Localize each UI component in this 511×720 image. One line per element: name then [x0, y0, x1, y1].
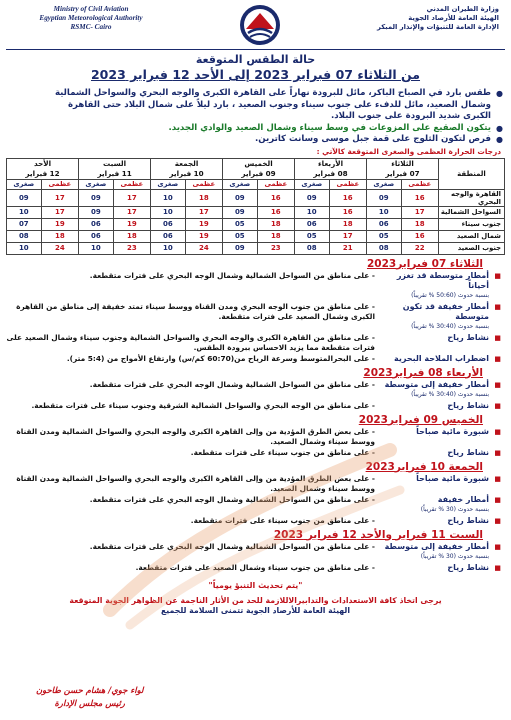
min-temp-cell: 06 [295, 218, 330, 230]
header-en-line1: Ministry of Civil Aviation [53, 5, 129, 13]
phenomenon-label-text: شبورة مائية صباحاً [416, 473, 489, 483]
phenomenon-description: - على مناطق من السواحل الشمالية وشمال الوجه البحري على فترات متقطعة. [6, 380, 377, 400]
header-en [16, 5, 166, 32]
min-temp-cell: 09 [7, 189, 42, 206]
max-temp-cell: 16 [329, 189, 366, 206]
day-header: الأحد 12 فبراير [7, 158, 79, 179]
max-temp-cell: 17 [329, 230, 366, 242]
phenomenon-row [6, 563, 505, 573]
region-header: المنطقة [439, 158, 505, 189]
min-temp-cell: 05 [223, 230, 258, 242]
min-temp-cell: 09 [223, 242, 258, 254]
min-label: صغرى [295, 179, 330, 189]
region-cell: شمال الصعيد [439, 230, 505, 242]
min-temp-cell: 10 [151, 206, 186, 218]
phenomenon-label-text: نشاط رياح [447, 400, 489, 410]
phenomenon-label [377, 401, 505, 411]
phenomenon-description: - على مناطق من جنوب سيناء وشمال الصعيد على فترات متقطعة. [6, 563, 377, 573]
day-header: الخميس 09 فبراير [223, 158, 295, 179]
phenomenon-description: - على بعض الطرق المؤدية من وإلى القاهرة الكبرى والوجه البحري والسواحل الشمالية ومدن القناة ووسط سيناء وشمال الصعيد. [6, 474, 377, 494]
min-label: صغرى [151, 179, 186, 189]
min-temp-cell: 10 [151, 189, 186, 206]
header-en-line3: RSMC- Cairo [70, 23, 112, 31]
phenomenon-row [6, 474, 505, 494]
phenomenon-row [6, 354, 505, 364]
phenomenon-label-text: شبورة مائية صباحاً [416, 426, 489, 436]
min-temp-cell: 08 [295, 242, 330, 254]
max-temp-cell: 17 [401, 206, 438, 218]
min-label: صغرى [7, 179, 42, 189]
probability-note: بنسبة حدوث (30 % تقريباً) [420, 505, 489, 513]
phenomenon-description: - على مناطق من القاهرة الكبرى والوجه البحري والسواحل الشمالية وجنوب سيناء وشمال الصعيد على فترات متقطعة مما يزيد الاحساس ببرودة الطقس. [6, 333, 377, 353]
max-temp-cell: 19 [41, 218, 78, 230]
max-temp-cell: 23 [257, 242, 294, 254]
max-temp-cell: 19 [113, 218, 150, 230]
min-temp-cell: 05 [367, 230, 402, 242]
signature [36, 684, 143, 710]
phenomenon-label-text: اضطراب الملاحة البحرية [393, 353, 489, 363]
header-ar-line1: وزارة الطيران المدني [426, 5, 499, 13]
max-temp-cell: 16 [329, 206, 366, 218]
max-temp-cell: 16 [257, 206, 294, 218]
max-temp-cell: 17 [41, 189, 78, 206]
footer [6, 581, 505, 615]
phenomenon-label [377, 448, 505, 458]
phenomenon-row [6, 516, 505, 526]
phenomenon-row [6, 302, 505, 332]
header-en-line2: Egyptian Meteorological Authority [39, 14, 143, 22]
phenomenon-label [377, 495, 505, 515]
phenomenon-label [377, 302, 505, 332]
phenomenon-label [377, 542, 505, 562]
max-temp-cell: 19 [185, 230, 222, 242]
day-section [6, 461, 505, 526]
intro-bullet-3: ● فرص لتكون الثلوج على قمة جبل موسى وسانت كاترين. [46, 134, 505, 146]
table-caption: درجات الحرارة العظمى والصغرى المتوقعة كالآتي : [316, 146, 501, 156]
min-temp-cell: 09 [295, 189, 330, 206]
max-label: عظمى [41, 179, 78, 189]
header [6, 3, 505, 51]
min-temp-cell: 09 [223, 189, 258, 206]
signature-title: رئيس مجلس الإدارة [54, 698, 125, 708]
phenomenon-description: - على مناطق من السواحل الشمالية وشمال الوجه البحري على فترات متقطعة. [6, 271, 377, 301]
min-label: صغرى [223, 179, 258, 189]
phenomenon-row [6, 495, 505, 515]
min-temp-cell: 09 [79, 206, 114, 218]
max-temp-cell: 16 [401, 230, 438, 242]
region-cell: جنوب الصعيد [439, 242, 505, 254]
day-section [6, 529, 505, 573]
max-temp-cell: 24 [41, 242, 78, 254]
max-label: عظمى [329, 179, 366, 189]
min-temp-cell: 08 [7, 230, 42, 242]
temperature-table [6, 158, 505, 255]
min-label: صغرى [79, 179, 114, 189]
footer-update-note: "يتم تحديث التنبؤ يومياً" [208, 580, 303, 590]
max-temp-cell: 17 [41, 206, 78, 218]
table-row [7, 230, 505, 242]
footer-wish: الهيئة العامة للأرصاد الجوية تتمنى السلامة للجميع [160, 605, 351, 615]
phenomenon-description: - على مناطق من السواحل الشمالية وشمال الوجه البحري على فترات متقطعة. [6, 495, 377, 515]
probability-note: بنسبة حدوث (30 % تقريباً) [420, 552, 489, 560]
min-temp-cell: 10 [7, 206, 42, 218]
max-temp-cell: 23 [113, 242, 150, 254]
phenomenon-description: - على مناطق من السواحل الشمالية وشمال الوجه البحري على فترات متقطعة. [6, 542, 377, 562]
header-ar-line2: الهيئة العامة للأرصاد الجوية [408, 14, 499, 22]
phenomenon-label [377, 474, 505, 494]
min-temp-cell: 09 [367, 189, 402, 206]
phenomenon-description: - على مناطق من جنوب سيناء على فترات متقطعة. [6, 448, 377, 458]
min-temp-cell: 09 [79, 189, 114, 206]
phenomenon-label [377, 333, 505, 353]
max-label: عظمى [257, 179, 294, 189]
min-temp-cell: 06 [151, 230, 186, 242]
day-header: السبت 11 فبراير [79, 158, 151, 179]
max-temp-cell: 22 [401, 242, 438, 254]
day-section [6, 258, 505, 364]
region-cell: القاهرة والوجه البحري [439, 189, 505, 206]
max-temp-cell: 17 [113, 189, 150, 206]
table-row [7, 189, 505, 206]
phenomenon-label-text: نشاط رياح [447, 447, 489, 457]
max-temp-cell: 18 [113, 230, 150, 242]
min-temp-cell: 06 [367, 218, 402, 230]
phenomenon-label [377, 354, 505, 364]
phenomenon-description: - على مناطق من جنوب الوجه البحري ومدن القناة ووسط سيناء تمتد خفيفة إلى مناطق من القاهرة الكبرى وشمال الصعيد على فترات متقطعة. [6, 302, 377, 332]
phenomenon-label [377, 563, 505, 573]
phenomenon-row [6, 271, 505, 301]
max-temp-cell: 19 [185, 218, 222, 230]
day-section [6, 414, 505, 458]
min-temp-cell: 10 [7, 242, 42, 254]
footer-advice: يرجى اتخاذ كافة الاستعدادات والتدابيرالاللازمة للحد من الأثار الناجمة عن الظواهر الجوية المتوقعة [69, 595, 442, 605]
day-section-title: الأربعاء 08 فبراير2023 [363, 366, 483, 379]
probability-note: بنسبة حدوث (30:40 % تقريباً) [411, 390, 489, 398]
max-temp-cell: 18 [41, 230, 78, 242]
min-temp-cell: 06 [151, 218, 186, 230]
max-temp-cell: 18 [257, 218, 294, 230]
table-row [7, 218, 505, 230]
day-section [6, 367, 505, 411]
min-temp-cell: 06 [79, 218, 114, 230]
day-section-title: الخميس 09 فبراير2023 [358, 413, 483, 426]
table-subheader-row [7, 179, 505, 189]
ema-logo-icon [238, 3, 282, 47]
min-temp-cell: 09 [223, 206, 258, 218]
day-section-title: الثلاثاء 07 فبراير2023 [366, 257, 483, 270]
min-temp-cell: 06 [79, 230, 114, 242]
max-temp-cell: 17 [185, 206, 222, 218]
phenomenon-description: - على مناطق من الوجه البحري والسواحل الشمالية الشرقية وجنوب سيناء على فترات متقطعة. [6, 401, 377, 411]
day-header: الأربعاء 08 فبراير [295, 158, 367, 179]
phenomenon-row [6, 401, 505, 411]
region-cell: جنوب سيناء [439, 218, 505, 230]
phenomenon-label [377, 380, 505, 400]
min-temp-cell: 10 [367, 206, 402, 218]
min-temp-cell: 10 [295, 206, 330, 218]
phenomenon-label-text: أمطار خفيفة إلى متوسطة [384, 541, 489, 551]
table-row [7, 206, 505, 218]
max-temp-cell: 16 [257, 189, 294, 206]
probability-note: بنسبة حدوث (30:40 % تقريباً) [411, 322, 489, 330]
phenomenon-row [6, 542, 505, 562]
max-label: عظمى [401, 179, 438, 189]
min-temp-cell: 10 [79, 242, 114, 254]
min-label: صغرى [367, 179, 402, 189]
phenomenon-description: - على بعض الطرق المؤدية من وإلى القاهرة الكبرى والوجه البحري والسواحل الشمالية ومدن القناة ووسط سيناء وشمال الصعيد. [6, 427, 377, 447]
max-temp-cell: 18 [329, 218, 366, 230]
max-label: عظمى [113, 179, 150, 189]
min-temp-cell: 10 [151, 242, 186, 254]
phenomenon-label-text: أمطار متوسطة قد تغزر أحياناً [396, 270, 489, 290]
intro-bullet-2: ● يتكون الصقيع على المزوعات في وسط سيناء وشمال الصعيد والوادي الجديد. [46, 123, 505, 135]
region-cell: السواحل الشمالية [439, 206, 505, 218]
day-section-title: السبت 11 فبراير والأحد 12 فبراير 2023 [273, 528, 483, 541]
max-temp-cell: 21 [329, 242, 366, 254]
max-temp-cell: 17 [113, 206, 150, 218]
min-temp-cell: 05 [295, 230, 330, 242]
min-temp-cell: 07 [7, 218, 42, 230]
min-temp-cell: 05 [223, 218, 258, 230]
phenomenon-row [6, 333, 505, 353]
intro [6, 88, 505, 146]
day-header: الثلاثاء 07 فبراير [367, 158, 439, 179]
phenomenon-label-text: أمطار خفيفة إلى متوسطة [384, 379, 489, 389]
phenomenon-label-text: نشاط رياح [447, 515, 489, 525]
phenomenon-label-text: نشاط رياح [447, 562, 489, 572]
phenomenon-label [377, 427, 505, 447]
max-temp-cell: 16 [401, 189, 438, 206]
phenomenon-label [377, 271, 505, 301]
table-row [7, 242, 505, 254]
header-divider [6, 49, 505, 50]
header-ar [349, 5, 499, 32]
max-temp-cell: 18 [257, 230, 294, 242]
phenomenon-row [6, 448, 505, 458]
min-temp-cell: 08 [367, 242, 402, 254]
signature-name: لواء جوي/ هشام حسن طاحون [36, 685, 144, 695]
probability-note: بنسبة حدوث (50:60 % تقريباً) [411, 291, 489, 299]
phenomenon-label-text: أمطار خفيفة [437, 494, 489, 504]
page-title: حالة الطقس المتوقعة [195, 53, 316, 66]
intro-bullet-1: ● طقس بارد في الصباح الباكر، مائل للبرودة نهاراً على القاهرة الكبرى والوجه البحري والسواحل الشمالية وشمال الصعيد، مائل للدفء على جنوب سيناء وجنوب الصعيد ، بارد ليلاً على شمال البلاد حتى القاهرة الكبرى شديد البرودة على جنوب البلاد. [46, 88, 505, 123]
max-label: عظمى [185, 179, 222, 189]
phenomenon-label [377, 516, 505, 526]
phenomenon-row [6, 380, 505, 400]
table-header-row [7, 158, 505, 179]
phenomenon-label-text: أمطار خفيفة قد تكون متوسطة [402, 301, 489, 321]
day-section-title: الجمعة 10 فبراير2023 [365, 460, 483, 473]
phenomenon-description: - على مناطق من جنوب سيناء على فترات متقطعة. [6, 516, 377, 526]
phenomenon-description: - على البحرالمتوسط وسرعة الرياح من(60:70 كم/س) وارتفاع الأمواج من (5:4 متر). [6, 354, 377, 364]
daily-sections [6, 258, 505, 573]
max-temp-cell: 18 [401, 218, 438, 230]
phenomenon-row [6, 427, 505, 447]
page-subtitle: من الثلاثاء 07 فبراير 2023 إلى الأحد 12 فبراير 2023 [90, 67, 421, 82]
day-header: الجمعة 10 فبراير [151, 158, 223, 179]
header-ar-line3: الإدارة العامة للتنبؤات والإنذار المبكر [376, 23, 499, 31]
max-temp-cell: 18 [185, 189, 222, 206]
phenomenon-label-text: نشاط رياح [447, 332, 489, 342]
max-temp-cell: 24 [185, 242, 222, 254]
